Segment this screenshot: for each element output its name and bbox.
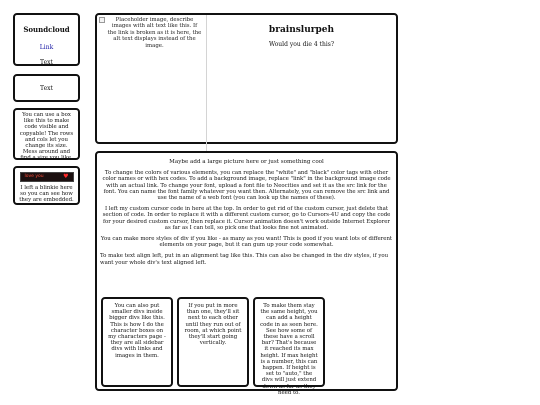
inner-box-1 — [101, 297, 173, 387]
broken-image-icon — [99, 17, 105, 23]
sidebar-text-label: Text — [40, 85, 53, 92]
main-paragraph: You can make more styles of div if you like - as many as you want! This is good if you want lots of different elements on your page, but it can gum up your code somewhat. — [100, 236, 393, 249]
profile-question: Would you die 4 this? — [268, 41, 335, 48]
blinkie-note: I left a blinkie here so you can see how they are embedded. — [19, 185, 74, 204]
blinkie-text: love you — [24, 173, 44, 179]
inner-box-text: If you put in more than one, they'll sit next to each other until they run out of room, at which point they'll start going vertically. — [184, 303, 242, 347]
inner-box-text: To make them stay the same height, you can add a height code in as seen here. See how some of these have a scroll bar? That's because it reached its max height. If max height is a number, this can happen. If height is set to "auto," the divs will just extend down as far as they need to. — [260, 303, 318, 396]
code-box-text: You can use a box like this to make code visible and copyable! The rows and cols let you change its size. Mess around and find a size you like. — [19, 112, 74, 162]
heart-icon: ♥ — [63, 173, 69, 180]
sidebar-blinkie-box — [13, 166, 80, 205]
sidebar-code-box — [13, 108, 80, 160]
blinkie-image — [20, 172, 74, 182]
inner-box-3[interactable] — [253, 297, 325, 396]
profile-info — [207, 15, 396, 48]
header-box — [95, 13, 398, 144]
inner-box-2 — [177, 297, 249, 387]
sidebar-box-text — [13, 74, 80, 102]
main-content-box — [95, 151, 398, 396]
profile-name: brainslurpeh — [268, 25, 335, 35]
sidebar-link[interactable]: Link — [39, 44, 54, 51]
sidebar-box-main — [13, 13, 80, 66]
inner-box-text: You can also put smaller divs inside bigger divs like this. This is how I do the character boxes on my characters page - they are all sidebar divs with links and images in them. — [108, 303, 166, 359]
main-paragraph: To change the colors of various elements, you can replace the "white" and "black" color tags with other color names or with hex codes. To add a background image, replace "link" in the background image code with an actual link. To change your font, upload a font file to Neocities and set it as the src link for the font. You can name the font family whatever you want then. Alternately, you can remove the src link and use the name of a web font (you can look up the names of these). — [102, 170, 391, 202]
main-paragraph: I left my custom cursor code in here at the top. In order to get rid of the custom cursor, just delete that section of code. In order to replace it with a different custom cursor, go to Cursors-4U and copy the code for your desired custom cursor, then replace it. Cursor animation doesn't work outside Internet Explorer as far as I can tell, so pick one that looks fine not animated. — [102, 206, 391, 231]
sidebar-text: Text — [40, 59, 53, 66]
sidebar-title: Soundcloud — [23, 25, 70, 34]
main-lead: Maybe add a large picture here or just something cool — [169, 159, 324, 165]
main-paragraph-left: To make text align left, put in an alignment tag like this. This can also be changed in the div styles, if you want your whole div's text aligned left. — [100, 253, 389, 266]
image-alt-text: Placeholder image, describe images with alt text like this. If the link is broken as it is here, the alt text displays instead of the image. — [107, 17, 202, 49]
